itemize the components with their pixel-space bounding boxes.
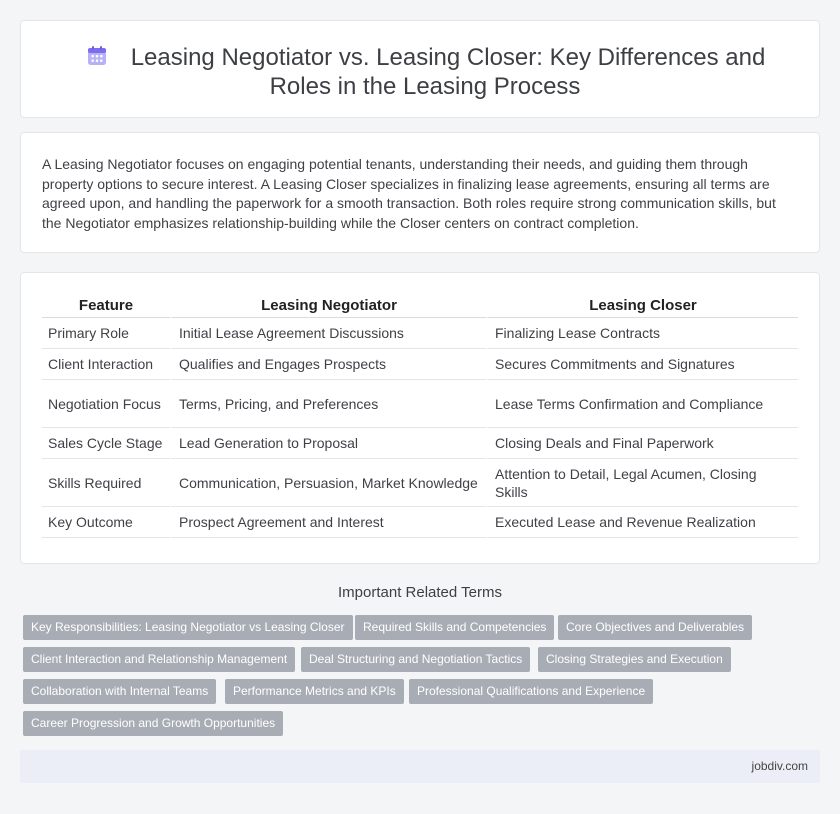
table-row: [42, 428, 798, 459]
table-row: [42, 507, 798, 538]
comparison-table: [42, 295, 798, 538]
table-cell-feature: Client Interaction: [42, 349, 170, 380]
tag-professional-qualifications[interactable]: Professional Qualifications and Experience: [409, 679, 653, 704]
table-row: [42, 459, 798, 507]
page-title-text: Leasing Negotiator vs. Leasing Closer: Key Differences and Roles in the Leasing Process: [130, 44, 766, 100]
table-cell-feature: Primary Role: [42, 318, 170, 349]
table-cell-negotiator: Lead Generation to Proposal: [170, 428, 486, 459]
comparison-card: [20, 272, 820, 564]
table-cell-closer: Closing Deals and Final Paperwork: [486, 428, 798, 459]
table-cell-closer: Secures Commitments and Signatures: [486, 349, 798, 380]
table-header-feature: Feature: [42, 295, 170, 318]
tag-key-responsibilities[interactable]: Key Responsibilities: Leasing Negotiator vs Leasing Closer: [23, 615, 353, 640]
tag-deal-structuring[interactable]: Deal Structuring and Negotiation Tactics: [301, 647, 530, 672]
tag-core-objectives[interactable]: Core Objectives and Deliverables: [558, 615, 752, 640]
table-header-negotiator: Leasing Negotiator: [170, 295, 486, 318]
footer: [20, 750, 820, 783]
tag-performance-metrics[interactable]: Performance Metrics and KPIs: [225, 679, 404, 704]
table-cell-negotiator: Qualifies and Engages Prospects: [170, 349, 486, 380]
table-cell-negotiator: Prospect Agreement and Interest: [170, 507, 486, 538]
table-header-row: [42, 295, 798, 318]
table-cell-negotiator: Terms, Pricing, and Preferences: [170, 380, 486, 428]
tag-career-progression[interactable]: Career Progression and Growth Opportunities: [23, 711, 283, 736]
intro-paragraph: A Leasing Negotiator focuses on engaging potential tenants, understanding their needs, and guiding them through property options to secure interest. A Leasing Closer specializes in finalizing lease agreements, ensuring all terms are agreed upon, and handling the paperwork for a smooth transaction. Both roles require strong communication skills, but the Negotiator emphasizes relationship-building while the Closer centers on contract completion.: [42, 156, 776, 231]
tag-closing-strategies[interactable]: Closing Strategies and Execution: [538, 647, 731, 672]
footer-site[interactable]: jobdiv.com: [751, 759, 808, 773]
tag-collaboration[interactable]: Collaboration with Internal Teams: [23, 679, 216, 704]
table-cell-closer: Executed Lease and Revenue Realization: [486, 507, 798, 538]
table-cell-negotiator: Initial Lease Agreement Discussions: [170, 318, 486, 349]
page-title: [51, 43, 799, 101]
header-card: [20, 20, 820, 118]
related-terms-title: Important Related Terms: [338, 584, 502, 601]
title-wrap: [51, 43, 799, 101]
table-cell-feature: Skills Required: [42, 459, 170, 507]
table-cell-closer: Finalizing Lease Contracts: [486, 318, 798, 349]
table-cell-feature: Key Outcome: [42, 507, 170, 538]
table-row: [42, 380, 798, 428]
table-header-closer: Leasing Closer: [486, 295, 798, 318]
table-cell-closer: Lease Terms Confirmation and Compliance: [486, 380, 798, 428]
calendar-icon: [85, 44, 109, 68]
intro-card: [20, 132, 820, 253]
table-cell-closer: Attention to Detail, Legal Acumen, Closing Skills: [486, 459, 798, 507]
table-row: [42, 349, 798, 380]
table-cell-feature: Negotiation Focus: [42, 380, 170, 428]
tag-client-interaction[interactable]: Client Interaction and Relationship Management: [23, 647, 295, 672]
tag-required-skills[interactable]: Required Skills and Competencies: [355, 615, 554, 640]
table-cell-feature: Sales Cycle Stage: [42, 428, 170, 459]
table-cell-negotiator: Communication, Persuasion, Market Knowledge: [170, 459, 486, 507]
table-row: [42, 318, 798, 349]
